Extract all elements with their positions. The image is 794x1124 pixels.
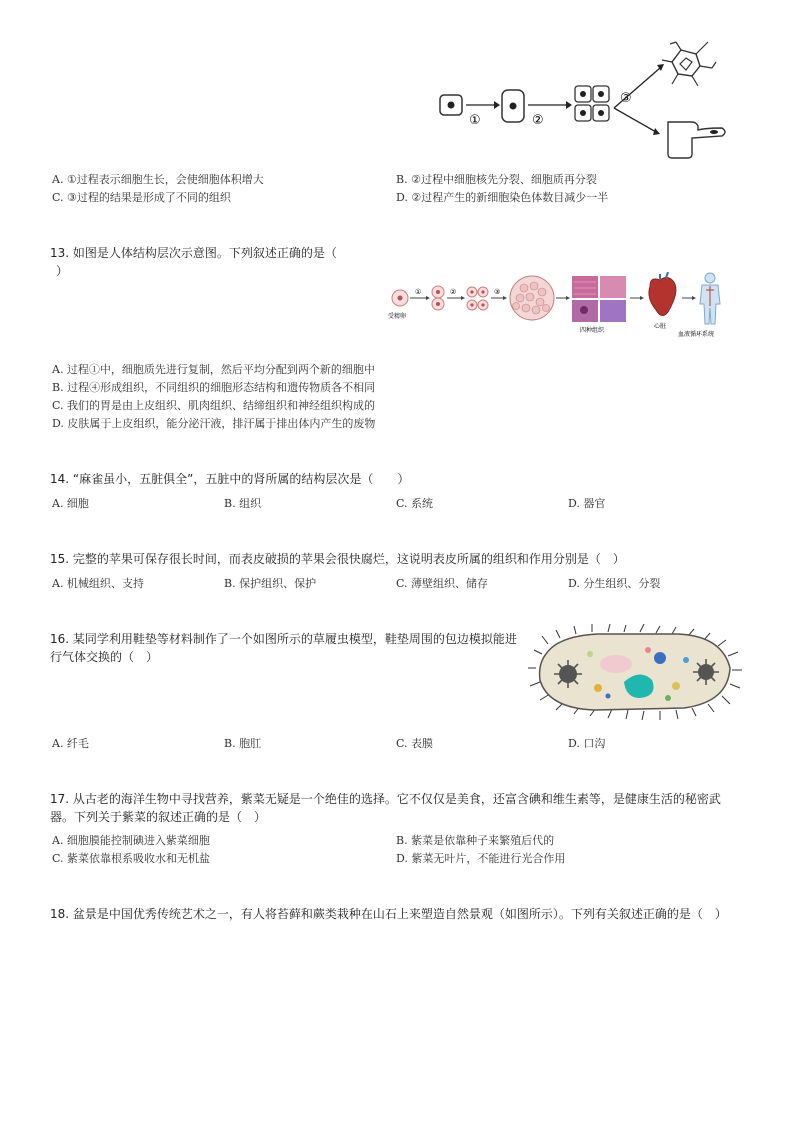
heart-label: 心脏	[654, 323, 667, 330]
tissues-label: 四种组织	[580, 327, 605, 334]
q14-option-a[interactable]: A. 细胞	[52, 497, 89, 510]
cell-mass-icon	[510, 276, 554, 320]
nerve-cell-icon	[662, 42, 716, 86]
q13-stem-line2: ）	[56, 264, 69, 278]
contractile-vacuole-left	[554, 660, 582, 688]
muscle-cell-icon	[668, 122, 725, 158]
fig13-step-1: ①	[415, 288, 422, 296]
q15-option-b[interactable]: B. 保护组织、保护	[224, 577, 317, 590]
q13-option-b[interactable]: B. 过程④形成组织，不同组织的细胞形态结构和遗传物质各不相同	[52, 381, 376, 394]
q16-stem-line1: 16. 某同学利用鞋垫等材料制作了一个如图所示的草履虫模型，鞋垫周围的包边模拟能进	[50, 632, 517, 646]
q13-option-d[interactable]: D. 皮肤属于上皮组织，能分泌汗液，排汗属于排出体内产生的废物	[52, 417, 376, 430]
q13-body-structure-figure	[384, 272, 734, 344]
q12-cell-division-figure	[436, 40, 736, 160]
q12-option-c[interactable]: C. ③过程的结果是形成了不同的组织	[52, 191, 231, 204]
step-3-label: ③	[620, 91, 632, 106]
system-label: 血液循环系统	[678, 331, 715, 338]
q15-option-a[interactable]: A. 机械组织、支持	[52, 577, 144, 590]
four-cell-group	[575, 86, 609, 121]
step-1-label: ①	[469, 113, 481, 128]
q16-option-b[interactable]: B. 胞肛	[224, 737, 262, 750]
q13-stem-line1: 13. 如图是人体结构层次示意图。下列叙述正确的是（	[50, 246, 337, 260]
q12-option-a[interactable]: A. ①过程表示细胞生长，会使细胞体积增大	[52, 173, 264, 186]
q17-option-d[interactable]: D. 紫菜无叶片，不能进行光合作用	[396, 852, 566, 865]
egg-label: 受精卵	[388, 313, 407, 320]
q12-option-d[interactable]: D. ②过程产生的新细胞染色体数目减少一半	[396, 191, 609, 204]
q14-option-b[interactable]: B. 组织	[224, 497, 262, 510]
q15-option-d[interactable]: D. 分生组织、分裂	[568, 577, 661, 590]
q18-stem: 18. 盆景是中国优秀传统艺术之一，有人将苔藓和蕨类栽种在山石上来塑造自然景观（如图所示）。下列有关叙述正确的是（ ）	[50, 907, 727, 921]
q17-option-b[interactable]: B. 紫菜是依靠种子来繁殖后代的	[396, 834, 555, 847]
four-tissues-icon	[572, 276, 626, 322]
q15-stem: 15. 完整的苹果可保存很长时间，而表皮破损的苹果会很快腐烂，这说明表皮所属的组织和作用分别是（ ）	[50, 552, 625, 566]
q15-option-c[interactable]: C. 薄壁组织、储存	[396, 577, 489, 590]
q12-option-b[interactable]: B. ②过程中细胞核先分裂、细胞质再分裂	[396, 173, 597, 186]
four-cells-icon	[467, 287, 488, 310]
q16-option-a[interactable]: A. 纤毛	[52, 737, 89, 750]
food-vacuole-blue	[654, 652, 666, 664]
q14-stem: 14. “麻雀虽小，五脏俱全”，五脏中的肾所属的结构层次是（ ）	[50, 472, 410, 486]
q16-option-d[interactable]: D. 口沟	[568, 737, 606, 750]
q17-option-c[interactable]: C. 紫菜依靠根系吸收水和无机盐	[52, 852, 211, 865]
step-2-label: ②	[532, 113, 544, 128]
q16-option-c[interactable]: C. 表膜	[396, 737, 434, 750]
q13-option-c[interactable]: C. 我们的胃是由上皮组织、肌肉组织、结缔组织和神经组织构成的	[52, 399, 376, 412]
human-body-icon	[700, 273, 720, 324]
q16-stem-line2: 行气体交换的（ ）	[50, 650, 159, 664]
macronucleus	[600, 655, 632, 673]
q14-option-c[interactable]: C. 系统	[396, 497, 434, 510]
q17-option-a[interactable]: A. 细胞膜能控制碘进入紫菜细胞	[52, 834, 210, 847]
q17-stem-line1: 17. 从古老的海洋生物中寻找营养，紫菜无疑是一个绝佳的选择。它不仅仅是美食，还富含碘和维生素等，是健康生活的秘密武	[50, 792, 721, 806]
heart-icon	[649, 272, 676, 316]
q13-option-a[interactable]: A. 过程①中，细胞质先进行复制，然后平均分配到两个新的细胞中	[52, 363, 375, 376]
q17-stem-line2: 器。下列关于紫菜的叙述正确的是（ ）	[50, 810, 267, 824]
paramecium-model-figure	[528, 624, 744, 722]
fig13-step-2: ②	[450, 288, 457, 296]
q14-option-d[interactable]: D. 器官	[568, 497, 606, 510]
fig13-step-3: ③	[494, 288, 501, 296]
